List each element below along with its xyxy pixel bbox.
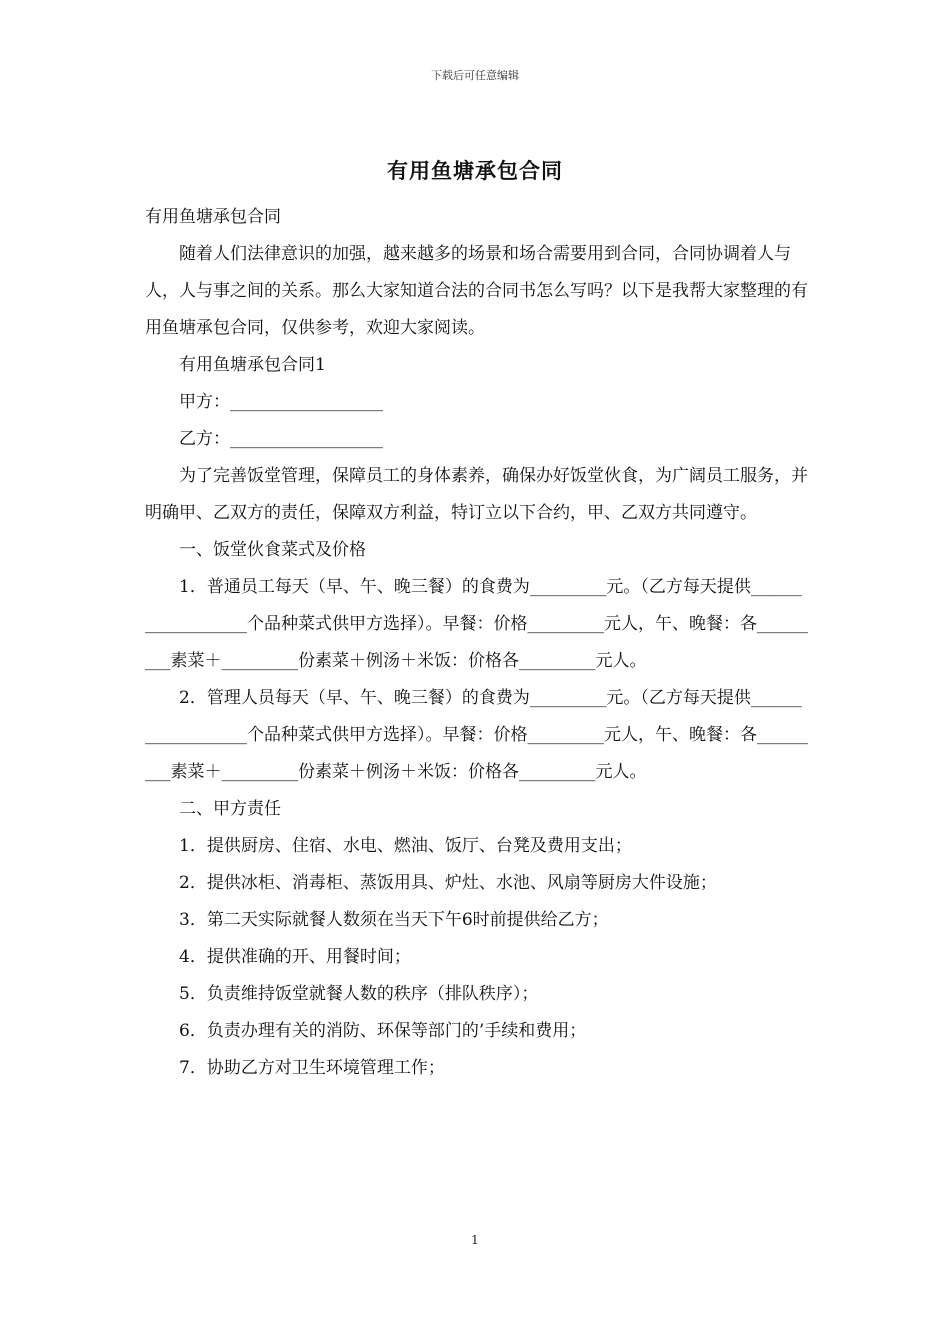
clause: 3．第二天实际就餐人数须在当天下午6时前提供给乙方； [179,910,609,930]
page-number: 1 [471,1233,479,1247]
party-a-field: 甲方：__________________ [179,392,383,412]
section-heading: 二、甲方责任 [179,799,281,819]
paragraph: 有用鱼塘承包合同 [145,207,281,227]
clause: 1．普通员工每天（早、午、晚三餐）的食费为_________元。（乙方每天提供__________________个品种菜式供甲方选择）。早餐：价格_________元人，午、晚餐：各_________素菜＋_________份素菜＋例汤＋米饭：价格各_________元人。 [145,577,808,671]
document-body [145,199,810,1087]
clause: 2．提供冰柜、消毒柜、蒸饭用具、炉灶、水池、风扇等厨房大件设施； [179,873,717,893]
section-heading: 有用鱼塘承包合同1 [179,355,326,375]
document-title: 有用鱼塘承包合同 [387,158,563,183]
section-heading: 一、饭堂伙食菜式及价格 [179,540,366,560]
clause: 5．负责维持饭堂就餐人数的秩序（排队秩序）； [179,984,539,1004]
clause: 2．管理人员每天（早、午、晚三餐）的食费为_________元。（乙方每天提供__________________个品种菜式供甲方选择）。早餐：价格_________元人，午、晚餐：各_________素菜＋_________份素菜＋例汤＋米饭：价格各_________元人。 [145,688,808,782]
party-b-field: 乙方：__________________ [179,429,383,449]
clause: 6．负责办理有关的消防、环保等部门的’手续和费用； [179,1021,587,1041]
header-note: 下载后可任意编辑 [431,69,519,82]
clause: 1．提供厨房、住宿、水电、燃油、饭厅、台凳及费用支出； [179,836,632,856]
paragraph: 随着人们法律意识的加强，越来越多的场景和场合需要用到合同，合同协调着人与人，人与事之间的关系。那么大家知道合法的合同书怎么写吗？以下是我帮大家整理的有用鱼塘承包合同，仅供参考，欢迎大家阅读。 [145,244,808,338]
clause: 4．提供准确的开、用餐时间； [179,947,411,967]
paragraph: 为了完善饭堂管理，保障员工的身体素养，确保办好饭堂伙食，为广阔员工服务，并明确甲、乙双方的责任，保障双方利益，特订立以下合约，甲、乙双方共同遵守。 [145,466,808,523]
clause: 7．协助乙方对卫生环境管理工作； [179,1058,445,1078]
